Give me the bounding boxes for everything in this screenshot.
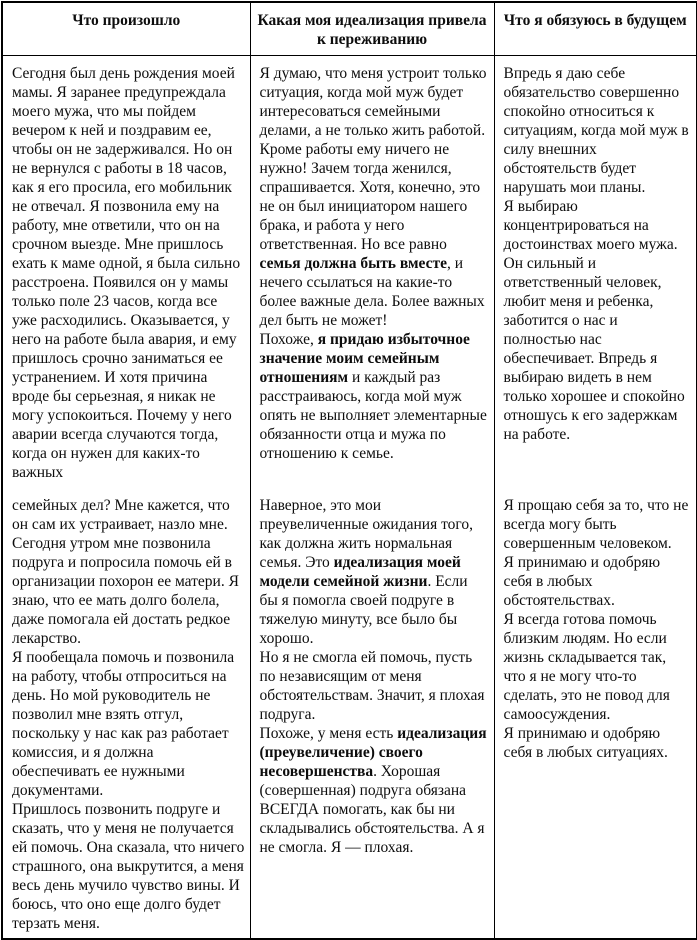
column-header-what-happened: Что произошло (2, 2, 250, 56)
idealization-table (1, 1, 697, 940)
paragraph: Пришлось позвонить подруге и сказать, что у меня не получается ей помочь. Она сказала, что ничего страшного, она выкрутится, а меня весь день мучило чувство вины. И боюсь, что оно еще долго будет терзать меня. (12, 801, 245, 932)
cell-what-happened-2 (2, 487, 250, 939)
paragraph: Сегодня был день рождения моей мамы. Я заранее предупреждала моего мужа, что мы пойдем вечером к ней и поздравим ее, чтобы он не задерживался. Но он не вернулся с работы в 18 часов, как я его просила, его мобильник не отвечал. Я позвонила ему на работу, мне ответили, что он на срочном выезде. Мне пришлось ехать к маме одной, я была сильно расстроена. Появился он у мамы только поле 23 часов, когда все уже расходились. Оказывается, у него на работе была авария, и ему пришлось срочно заниматься ее устранением. И хотя причина вроде бы серьезная, я никак не могу успокоиться. Почему у него аварии всегда случаются тогда, когда он нужен для каких-то важных (12, 65, 241, 481)
paragraph: Я пообещала помочь и позвонила на работу, чтобы отпроситься на день. Но мой руководитель не позволил мне взять отгул, поскольку у нас как раз работает комиссия, и я должна обеспечивать ее нужными документами. (12, 649, 235, 799)
paragraph: Я прощаю себя за то, что не всегда могу быть совершенным человеком. (503, 497, 689, 552)
paragraph: Я выбираю концентрироваться на достоинствах моего мужа. Он сильный и ответственный человек, любит меня и ребенка, заботится о нас и полностью нас обеспечивает. Впредь я выбираю видеть в нем только хорошее и спокойно отношусь к его задержкам на работе. (503, 198, 685, 443)
paragraph: Впредь я даю себе обязательство совершенно спокойно относиться к ситуациям, когда мой муж в силу внешних обстоятельств будет нарушать мои планы. (503, 65, 689, 196)
header-row (2, 2, 697, 56)
paragraph: Я принимаю и одобряю себя в любых обстоятельствах. (503, 554, 661, 609)
cell-what-happened-1 (2, 56, 250, 488)
paragraph: Но я не смогла ей помочь, пусть по независящим от меня обстоятельствам. Значит, я плохая подруга. (259, 649, 485, 723)
paragraph: Похоже, я придаю избыточное значение моим семейным отношениям и каждый раз расстраиваюсь, когда мой муж опять не выполняет элементарные обязанности отца и мужа по отношению к семье. (259, 331, 487, 462)
paragraph: Я всегда готова помочь близким людям. Но если жизнь складывается так, что я не могу что-то сделать, это не повод для самоосуждения. (503, 611, 670, 723)
cell-commitment-1 (494, 56, 697, 488)
paragraph: Сегодня утром мне позвонила подруга и попросила помочь ей в организации похорон ее матери. Я знаю, что ее мать долго болела, даже помогала ей достать редкое лекарство. (12, 535, 239, 647)
paragraph: Я думаю, что меня устроит только ситуация, когда мой муж будет интересоваться семейными делами, а не только жить работой. Кроме работы ему ничего не нужно! Зачем тогда женился, спрашивается. Хотя, конечно, это не он был инициатором нашего брака, и работа у него ответственная. Но все равно семья должна быть вместе, и нечего ссылаться на какие-то более важные дела. Более важных дел быть не может! (259, 65, 487, 329)
paragraph: Наверное, это мои преувеличенные ожидания того, как должна жить нормальная семья. Это идеализация моей модели семейной жизни. Если бы я помогла своей подруге в тяжелую минуту, все было бы хорошо. (259, 497, 474, 647)
paragraph: Похоже, у меня есть идеализация (преувеличение) своего несовершенства. Хорошая (совершенная) подруга обязана ВСЕГДА помогать, как бы ни складывались обстоятельства. А я не смогла. Я — плохая. (259, 725, 487, 856)
column-header-idealization: Какая моя идеализация привела к переживанию (250, 2, 494, 56)
paragraph: семейных дел? Мне кажется, что он сам их устраивает, назло мне. (12, 497, 230, 533)
cell-idealization-2 (250, 487, 494, 939)
cell-idealization-1 (250, 56, 494, 488)
cell-commitment-2 (494, 487, 697, 939)
column-header-commitment: Что я обязуюсь в будущем (494, 2, 697, 56)
paragraph: Я принимаю и одобряю себя в любых ситуациях. (503, 725, 668, 761)
table-row (2, 487, 697, 939)
document-page (1, 1, 696, 932)
table-row (2, 56, 697, 488)
